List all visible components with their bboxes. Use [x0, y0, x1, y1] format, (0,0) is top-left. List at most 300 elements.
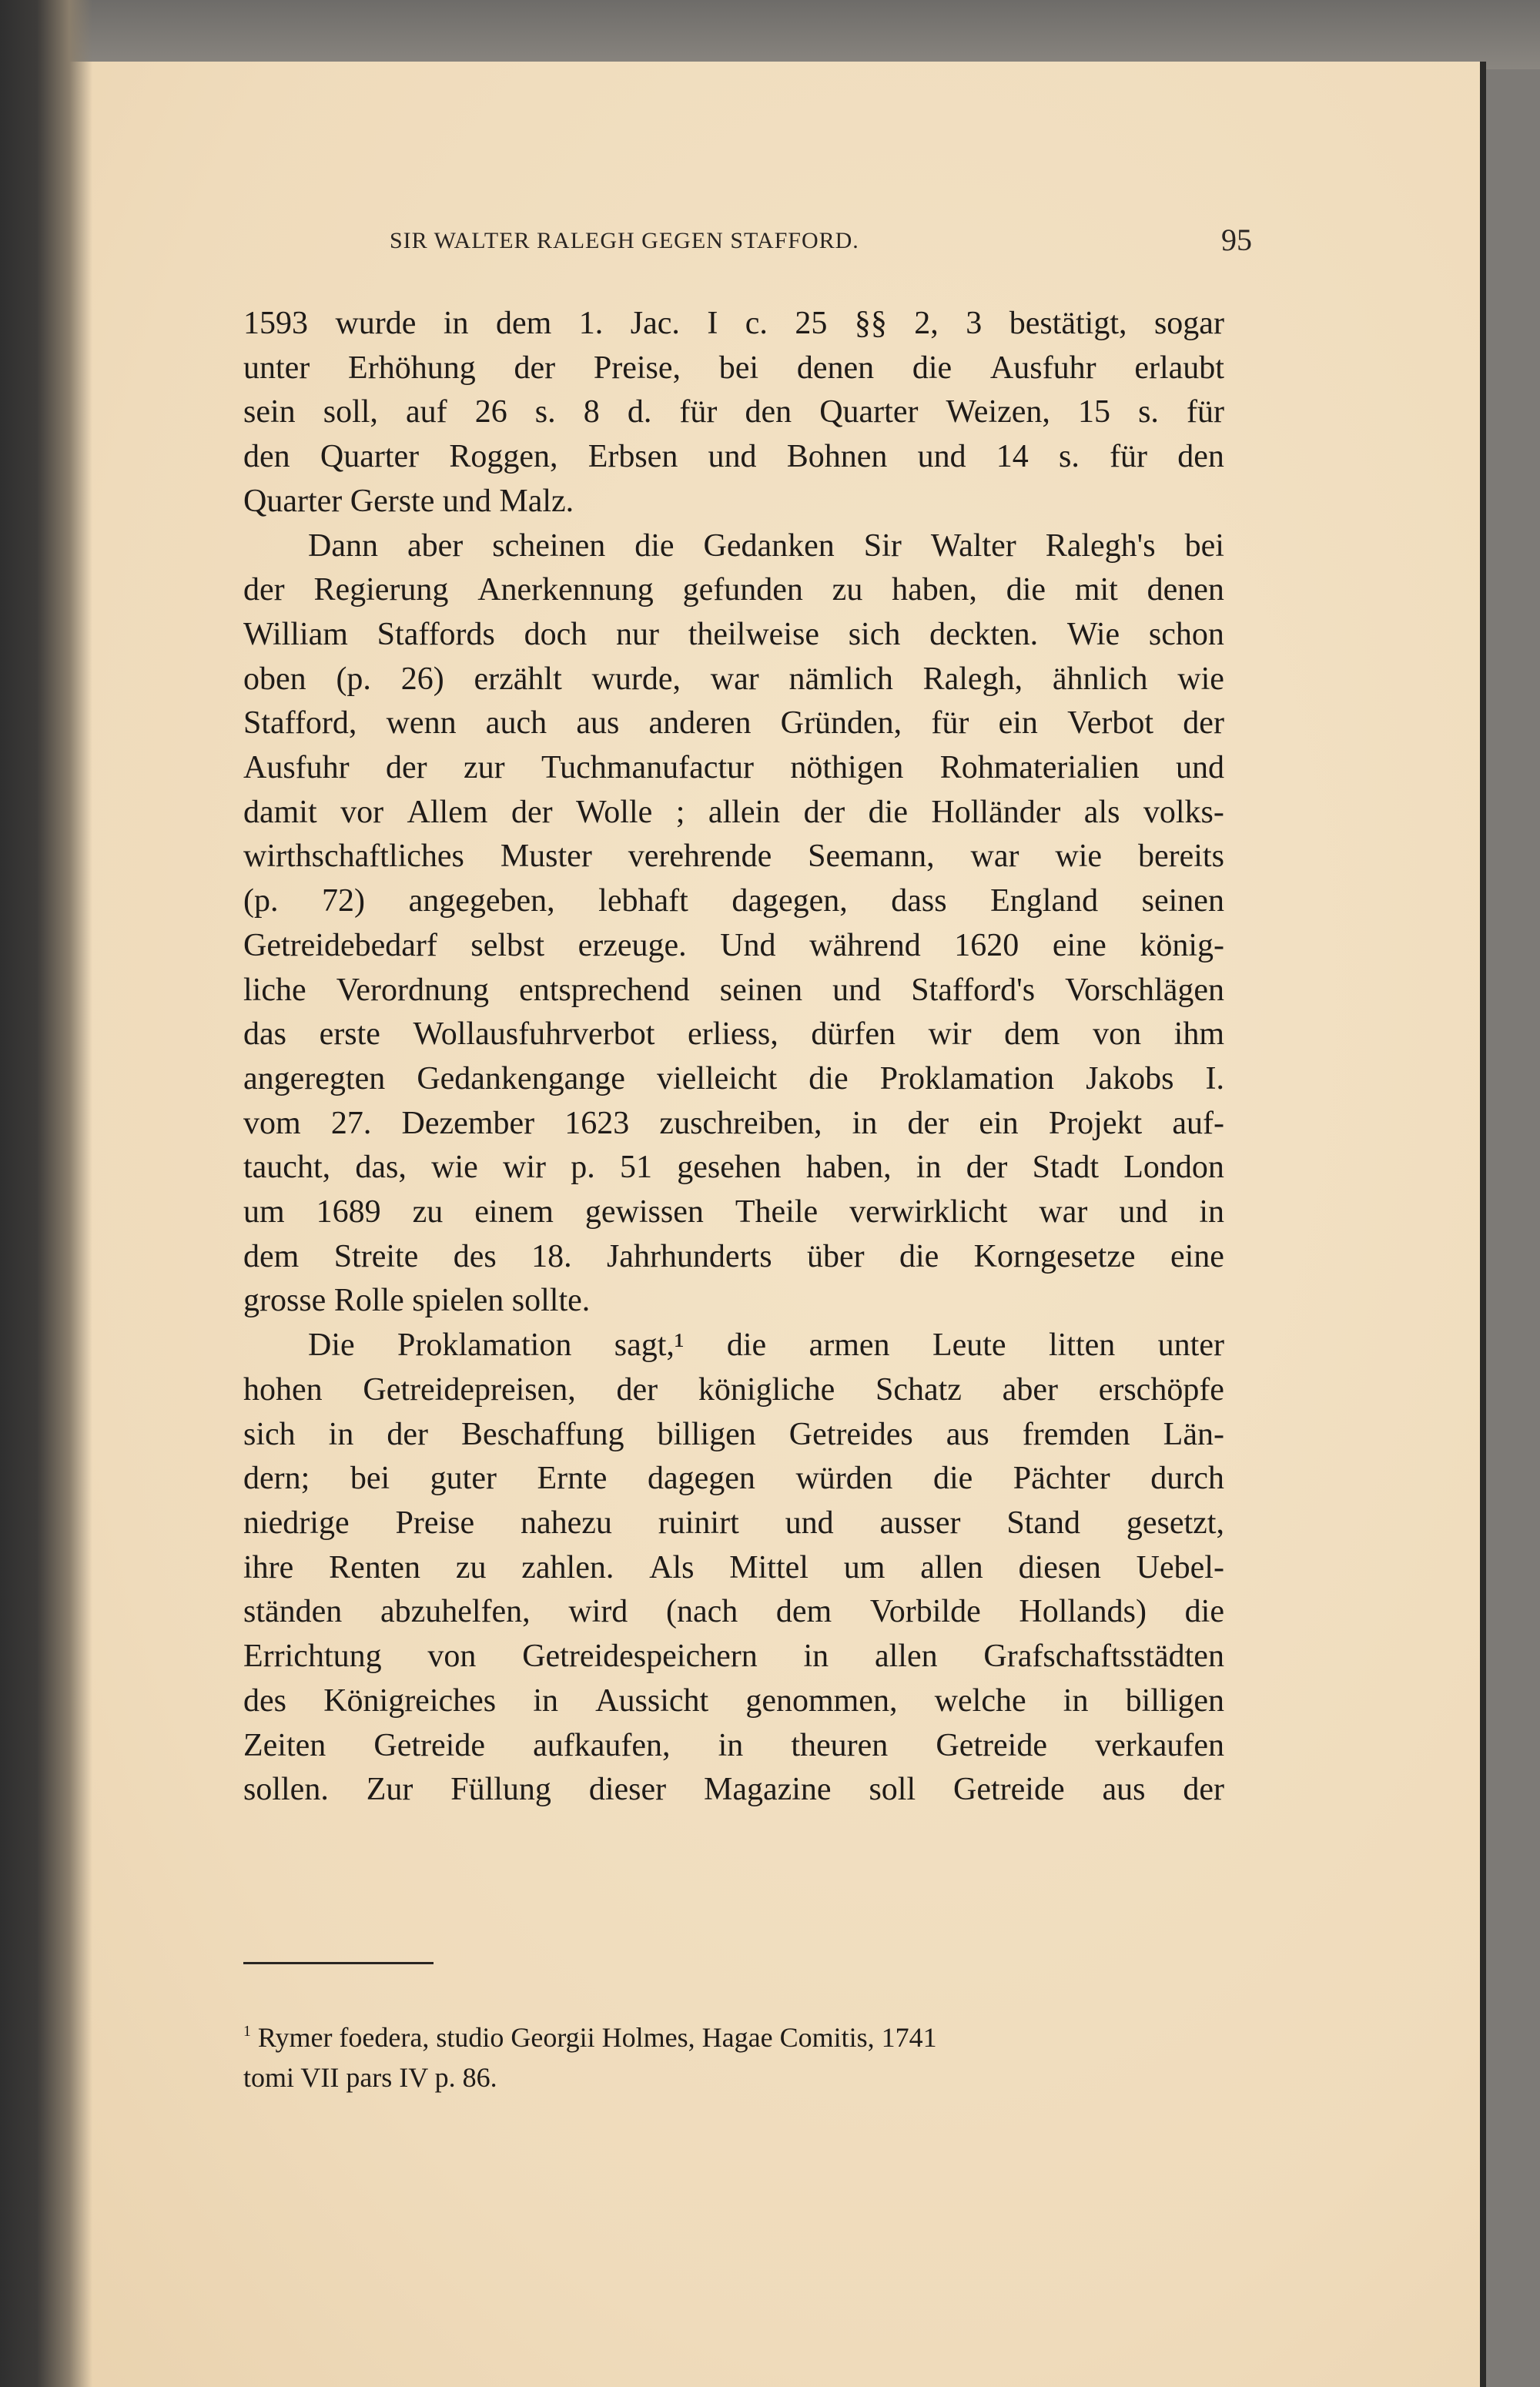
word: Getreidepreisen, — [363, 1371, 576, 1408]
word: 25 — [795, 306, 828, 341]
word: Weizen, — [946, 394, 1050, 430]
word: vielleicht — [656, 1060, 778, 1096]
word: wie — [431, 1150, 478, 1186]
word: sogar — [1153, 306, 1224, 341]
word: ein — [998, 705, 1038, 742]
word: auch — [485, 705, 547, 742]
word: aus — [576, 705, 620, 742]
word: der — [387, 1416, 428, 1452]
word: Mittel — [729, 1549, 808, 1585]
word: die — [726, 1327, 767, 1364]
word: Aussicht — [595, 1682, 709, 1719]
text-line — [243, 791, 1224, 835]
word: Preise — [395, 1505, 475, 1541]
word: Jahrhunderts — [606, 1238, 772, 1274]
word: durch — [1150, 1461, 1224, 1497]
word: das — [243, 1016, 286, 1053]
word: 27. — [330, 1105, 372, 1141]
word: den — [1177, 439, 1224, 475]
word: 18. — [531, 1238, 572, 1274]
word: Ernte — [537, 1461, 608, 1497]
word: 8 — [583, 394, 600, 430]
word: Uebel- — [1136, 1549, 1224, 1585]
word: guter — [430, 1461, 497, 1497]
text-line — [243, 701, 1224, 746]
word: London — [1123, 1150, 1224, 1186]
text-line — [243, 1190, 1224, 1235]
page-header — [243, 223, 1252, 266]
word: nöthigen — [790, 750, 904, 786]
word: Gründen, — [780, 705, 902, 742]
word: für — [1110, 439, 1148, 475]
word: denen — [1147, 572, 1224, 608]
word: des — [453, 1238, 497, 1274]
word: zahlen. — [521, 1549, 614, 1585]
word: schon — [1148, 616, 1224, 652]
word: Jac. — [630, 306, 680, 341]
word: Verordnung — [336, 972, 490, 1008]
word: 1689 — [316, 1194, 381, 1230]
text-line — [243, 390, 1224, 435]
word: Die — [308, 1327, 355, 1364]
word: in — [328, 1416, 354, 1452]
word: entsprechend — [519, 972, 690, 1008]
word: Allem — [407, 794, 488, 830]
word: Proklamation — [879, 1060, 1054, 1096]
word: erzählt — [474, 661, 562, 697]
word: aufkaufen, — [533, 1727, 671, 1763]
footnote-text: Rymer foedera, studio Georgii Holmes, Hagae Comitis, 1741 — [257, 2021, 937, 2053]
word: die — [1006, 572, 1046, 608]
word: für — [679, 394, 718, 430]
word: Proklamation — [397, 1327, 572, 1364]
word: der — [1183, 1772, 1224, 1808]
word: Stadt — [1032, 1150, 1100, 1186]
word: 72) — [322, 883, 366, 919]
word: Zeiten — [243, 1727, 326, 1763]
word: der — [514, 350, 556, 386]
word: Magazine — [703, 1772, 832, 1808]
word: den — [745, 394, 792, 430]
word: über — [806, 1238, 865, 1274]
word: scheinen — [492, 527, 606, 564]
word: deckten. — [929, 616, 1039, 652]
word: fremden — [1022, 1416, 1130, 1452]
text-line — [243, 924, 1224, 969]
word: damit — [243, 794, 317, 830]
word: der — [243, 572, 285, 608]
word: Grafschaftsstädten — [983, 1639, 1224, 1675]
word: Erbsen — [588, 439, 678, 475]
word: wir — [928, 1016, 972, 1053]
word: bereits — [1137, 839, 1224, 875]
word: Verbot — [1067, 705, 1154, 742]
word: für — [931, 705, 969, 742]
word: und — [785, 1505, 834, 1541]
word: allen — [874, 1639, 938, 1675]
word: Errichtung — [243, 1639, 382, 1675]
word: war — [710, 661, 759, 697]
word: könig- — [1140, 927, 1224, 963]
text-line — [243, 1102, 1224, 1147]
word: Staffords — [377, 616, 495, 652]
word: aber — [407, 527, 464, 564]
word: abzuhelfen, — [380, 1594, 531, 1630]
word: die — [912, 350, 952, 386]
word: zu — [832, 572, 863, 608]
word: dern; — [243, 1461, 310, 1497]
word: ; — [675, 794, 685, 830]
word: gewissen — [584, 1194, 704, 1230]
word: in — [916, 1150, 942, 1186]
text-line: grosse Rolle spielen sollte. — [243, 1283, 591, 1319]
word: c. — [745, 306, 768, 341]
word: wird — [568, 1594, 628, 1630]
word: Jakobs — [1086, 1060, 1174, 1096]
word: Muster — [500, 839, 592, 875]
word: Vorbilde — [869, 1594, 981, 1630]
scan-top-background — [0, 0, 1540, 69]
word: das, — [355, 1150, 407, 1186]
word: wie — [1177, 661, 1224, 697]
text-line — [243, 1457, 1224, 1502]
word: Stafford's — [911, 972, 1036, 1008]
word: lebhaft — [598, 883, 688, 919]
word: verehrende — [628, 839, 772, 875]
word: ihre — [243, 1549, 294, 1585]
word: 1623 — [564, 1105, 630, 1141]
word: mit — [1074, 572, 1118, 608]
text-line — [243, 1324, 1224, 1368]
word: Projekt — [1048, 1105, 1143, 1141]
word: als — [1083, 794, 1120, 830]
word: taucht, — [243, 1150, 331, 1186]
word: zuschreiben, — [659, 1105, 822, 1141]
word: Pächter — [1013, 1461, 1110, 1497]
word: welche — [934, 1682, 1026, 1719]
word: Walter — [930, 527, 1016, 564]
footnote-separator — [243, 1962, 434, 1964]
text-line — [243, 879, 1224, 924]
page-number: 95 — [1221, 223, 1252, 257]
word: 14 — [996, 439, 1029, 475]
word: nahezu — [520, 1505, 612, 1541]
word: Getreide — [953, 1772, 1065, 1808]
word: in — [1199, 1194, 1224, 1230]
word: ihm — [1173, 1016, 1224, 1053]
word: ähnlich — [1052, 661, 1148, 697]
word: sein — [243, 394, 296, 430]
text-line — [243, 746, 1224, 791]
word: Dann — [308, 527, 378, 564]
word: und — [832, 972, 882, 1008]
word: Renten — [329, 1549, 421, 1585]
word: vom — [243, 1105, 301, 1141]
footnote-first-line — [243, 2011, 937, 2057]
word: in — [533, 1682, 558, 1719]
word: Tuchmanufactur — [541, 750, 755, 786]
word: Ralegh's — [1045, 527, 1156, 564]
word: wie — [1055, 839, 1103, 875]
word: dagegen, — [732, 883, 848, 919]
word: Bohnen — [786, 439, 888, 475]
word: war — [970, 839, 1019, 875]
word: erschöpfe — [1098, 1371, 1224, 1408]
word: vor — [340, 794, 384, 830]
text-line — [243, 1724, 1224, 1769]
word: von — [1093, 1016, 1142, 1053]
word: (p. — [243, 883, 279, 919]
word: (nach — [665, 1594, 738, 1630]
text-line — [243, 1768, 1224, 1813]
word: die — [899, 1238, 939, 1274]
word: Stafford, — [243, 705, 357, 742]
word: Vorschlägen — [1065, 972, 1224, 1008]
running-title: SIR WALTER RALEGH GEGEN STAFFORD. — [390, 228, 859, 253]
word: eine — [1052, 927, 1106, 963]
word: allein — [708, 794, 781, 830]
word: niedrige — [243, 1505, 350, 1541]
word: genommen, — [745, 1682, 898, 1719]
word: William — [243, 616, 348, 652]
word: armen — [808, 1327, 890, 1364]
word: ruinirt — [658, 1505, 739, 1541]
word: 3 — [966, 306, 983, 341]
word: Füllung — [450, 1772, 551, 1808]
word: seinen — [1141, 883, 1224, 919]
word: §§ — [854, 306, 887, 341]
word: Roggen, — [449, 439, 558, 475]
word: auf — [406, 394, 447, 430]
word: allen — [920, 1549, 983, 1585]
word: nämlich — [788, 661, 893, 697]
text-line — [243, 524, 1224, 569]
word: Sir — [863, 527, 902, 564]
word: liche — [243, 972, 306, 1008]
word: sich — [243, 1416, 296, 1452]
word: Leute — [932, 1327, 1006, 1364]
word: denen — [796, 350, 875, 386]
word: billigen — [1125, 1682, 1224, 1719]
word: in — [718, 1727, 744, 1763]
word: volks- — [1143, 794, 1224, 830]
word: oben — [243, 661, 306, 697]
word: würden — [795, 1461, 893, 1497]
word: Rohmaterialien — [939, 750, 1140, 786]
word: dürfen — [811, 1016, 896, 1053]
word: haben, — [805, 1150, 892, 1186]
word: für — [1187, 394, 1224, 430]
word: haben, — [892, 572, 977, 608]
word: Getreide — [373, 1727, 485, 1763]
word: der — [511, 794, 553, 830]
word: zu — [455, 1549, 487, 1585]
book-spine-shadow — [0, 0, 92, 2387]
word: p. — [571, 1150, 595, 1186]
word: angegeben, — [408, 883, 555, 919]
word: dem — [243, 1238, 300, 1274]
word: Hollands) — [1019, 1594, 1147, 1630]
text-line — [243, 1013, 1224, 1057]
word: I — [707, 306, 718, 341]
text-line — [243, 969, 1224, 1013]
word: wirthschaftliches — [243, 839, 464, 875]
text-line — [243, 613, 1224, 658]
word: billigen — [657, 1416, 756, 1452]
word: der — [907, 1105, 949, 1141]
text-line — [243, 658, 1224, 702]
word: aus — [1102, 1772, 1146, 1808]
word: und — [917, 439, 966, 475]
word: von — [427, 1639, 477, 1675]
word: des — [243, 1682, 286, 1719]
word: in — [1063, 1682, 1089, 1719]
word: Getreidebedarf — [243, 927, 437, 963]
word: 2, — [914, 306, 939, 341]
word: aus — [946, 1416, 989, 1452]
word: s. — [1138, 394, 1159, 430]
footnote — [243, 2011, 1252, 2097]
word: 15 — [1077, 394, 1110, 430]
word: erzeuge. — [578, 927, 687, 963]
word: soll — [869, 1772, 916, 1808]
word: Stand — [1006, 1505, 1080, 1541]
word: Quarter — [320, 439, 420, 475]
word: den — [243, 439, 290, 475]
word: angeregten — [243, 1060, 386, 1096]
word: diesen — [1018, 1549, 1101, 1585]
word: ständen — [243, 1594, 343, 1630]
word: Wollausfuhrverbot — [413, 1016, 655, 1053]
text-line — [243, 1546, 1224, 1591]
word: Schatz — [875, 1371, 962, 1408]
word: theilweise — [688, 616, 819, 652]
word: war — [1039, 1194, 1088, 1230]
footnote-line — [243, 2011, 1252, 2057]
word: um — [243, 1194, 285, 1230]
word: England — [990, 883, 1099, 919]
word: Gedanken — [703, 527, 835, 564]
word: Getreides — [788, 1416, 913, 1452]
word: wenn — [386, 705, 457, 742]
word: der — [616, 1371, 658, 1408]
word: zu — [412, 1194, 444, 1230]
word: sich — [848, 616, 901, 652]
word: Seemann, — [808, 839, 935, 875]
word: zur — [463, 750, 505, 786]
word: Anerkennung — [477, 572, 654, 608]
word: Zur — [366, 1772, 413, 1808]
word: in — [443, 306, 469, 341]
word: Getreide — [936, 1727, 1047, 1763]
word: seinen — [719, 972, 803, 1008]
word: dieser — [588, 1772, 667, 1808]
word: und — [1119, 1194, 1168, 1230]
footnote-line: tomi VII pars IV p. 86. — [243, 2061, 497, 2093]
word: s. — [1059, 439, 1080, 475]
word: gesehen — [677, 1150, 782, 1186]
word: in — [852, 1105, 878, 1141]
word: Ralegh, — [922, 661, 1023, 697]
word: in — [803, 1639, 829, 1675]
word: 1620 — [954, 927, 1019, 963]
word: die — [932, 1461, 973, 1497]
word: aber — [1002, 1371, 1058, 1408]
word: soll, — [323, 394, 378, 430]
text-line — [243, 1146, 1224, 1190]
word: anderen — [648, 705, 752, 742]
word: erliess, — [687, 1016, 778, 1053]
word: die — [634, 527, 675, 564]
text-line — [243, 1635, 1224, 1679]
word: verkaufen — [1095, 1727, 1224, 1763]
word: 26 — [474, 394, 507, 430]
word: Streite — [333, 1238, 419, 1274]
word: die — [808, 1060, 849, 1096]
word: nur — [615, 616, 659, 652]
word: königliche — [698, 1371, 835, 1408]
word: während — [809, 927, 921, 963]
word: bei — [1184, 527, 1224, 564]
word: bestätigt, — [1009, 306, 1127, 341]
word: wir — [503, 1150, 547, 1186]
word: Ausfuhr — [243, 750, 350, 786]
word: Gedankengange — [417, 1060, 625, 1096]
word: ein — [979, 1105, 1019, 1141]
word: dem — [1004, 1016, 1060, 1053]
text-line: Quarter Gerste und Malz. — [243, 483, 574, 519]
word: gesetzt, — [1126, 1505, 1224, 1541]
word: Als — [649, 1549, 695, 1585]
word: der — [966, 1150, 1008, 1186]
word: der — [1183, 705, 1224, 742]
text-line — [243, 568, 1224, 613]
word: bei — [718, 350, 759, 386]
text-line — [243, 346, 1224, 391]
word: Ausfuhr — [989, 350, 1096, 386]
word: und — [1175, 750, 1224, 786]
text-line — [243, 1679, 1224, 1724]
word: 51 — [620, 1150, 653, 1186]
word: Erhöhung — [348, 350, 476, 386]
word: dem — [775, 1594, 832, 1630]
word: (p. — [336, 661, 371, 697]
word: 1593 — [243, 306, 308, 341]
word: sollen. — [243, 1772, 329, 1808]
word: unter — [243, 350, 310, 386]
word: Getreidespeichern — [522, 1639, 758, 1675]
word: dagegen — [647, 1461, 755, 1497]
footnote-marker: 1 — [243, 2023, 251, 2040]
word: Wie — [1066, 616, 1120, 652]
word: Regierung — [313, 572, 449, 608]
word: die — [1184, 1594, 1224, 1630]
word: doch — [524, 616, 588, 652]
word: der — [803, 794, 845, 830]
word: hohen — [243, 1371, 323, 1408]
word: Beschaffung — [460, 1416, 624, 1452]
text-line — [243, 835, 1224, 879]
word: erste — [319, 1016, 380, 1053]
word: d. — [627, 394, 652, 430]
word: Wolle — [576, 794, 653, 830]
body-text — [243, 302, 1224, 1813]
text-line — [243, 1235, 1224, 1280]
word: Und — [720, 927, 776, 963]
word: theuren — [791, 1727, 889, 1763]
word: Preise, — [593, 350, 681, 386]
word: Theile — [735, 1194, 819, 1230]
